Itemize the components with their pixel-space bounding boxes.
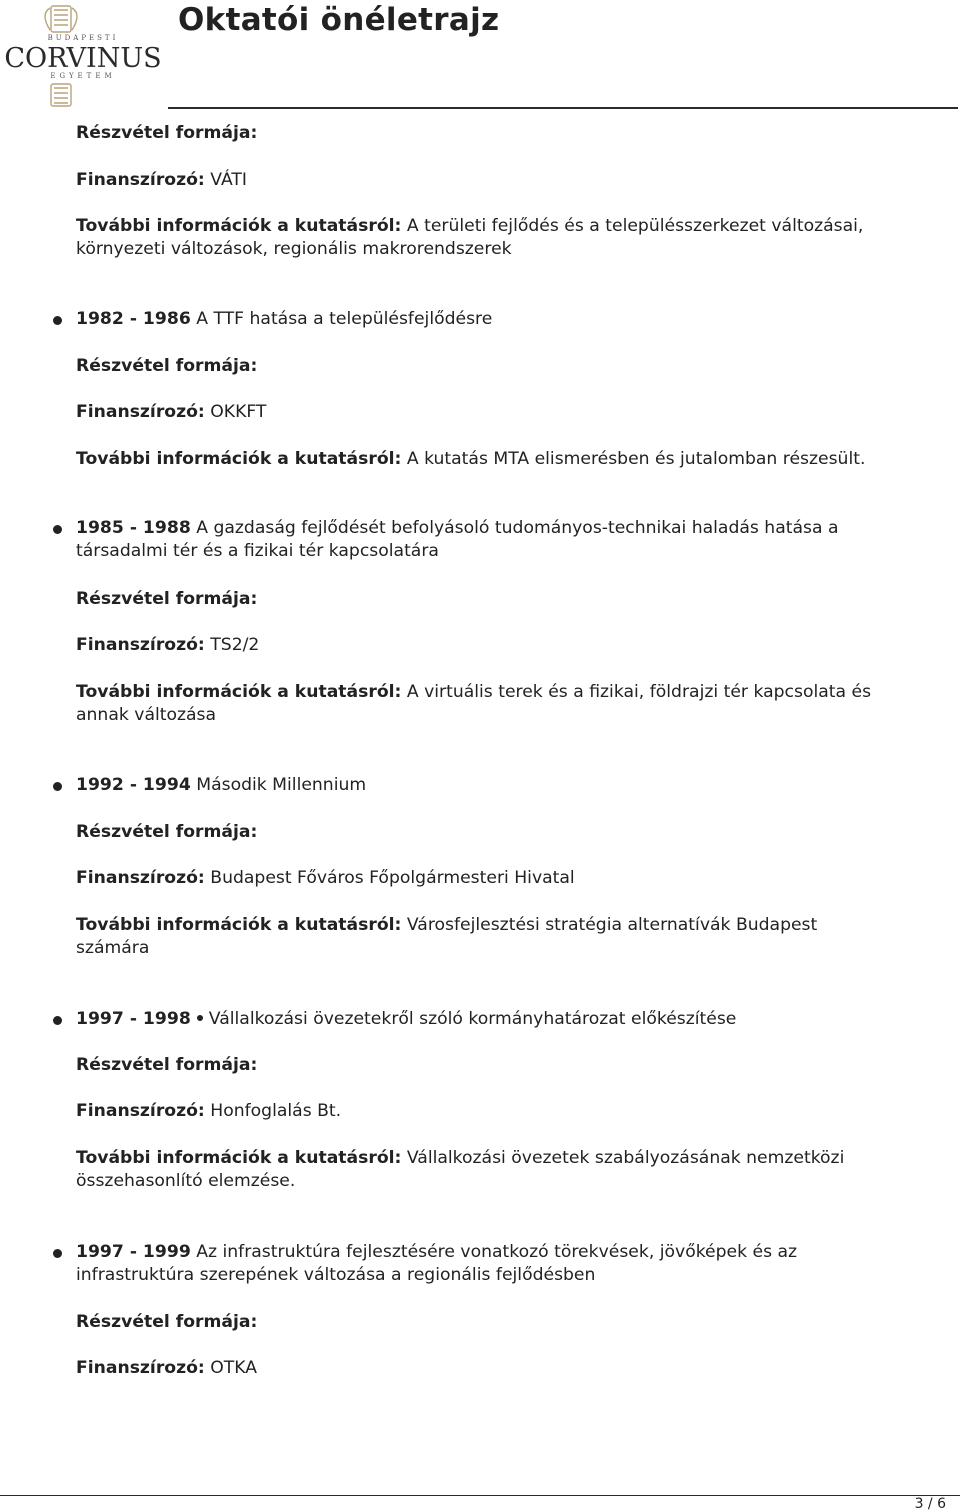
footer-divider — [0, 1495, 960, 1496]
more-info-line — [76, 448, 946, 471]
more-info-line — [76, 1147, 946, 1170]
funder-line — [76, 1100, 946, 1123]
participation-label: Részvétel formája: — [76, 822, 258, 842]
entry-heading — [76, 774, 946, 797]
page-header — [0, 0, 960, 110]
entry-title: A TTF hatása a településfejlődésre — [196, 309, 493, 329]
more-info-value: Városfejlesztési stratégia alternatívák Budapest — [406, 915, 818, 935]
participation-label: Részvétel formája: — [76, 1055, 258, 1075]
funder-value: Budapest Főváros Főpolgármesteri Hivatal — [210, 868, 575, 888]
corvinus-logo — [2, 4, 164, 108]
more-info-value-cont: számára — [76, 938, 150, 958]
more-info-line — [76, 215, 946, 238]
bullet-icon — [53, 1249, 62, 1258]
funder-line — [76, 169, 946, 192]
entry-years: 1997 - 1998 — [76, 1009, 191, 1029]
entry-years: 1992 - 1994 — [76, 775, 191, 795]
more-info-value: A kutatás MTA elismerésben és jutalomban részesült. — [406, 449, 866, 469]
more-info-label: További információk a kutatásról: — [76, 915, 402, 935]
funder-value: TS2/2 — [210, 635, 260, 655]
funder-value: OTKA — [210, 1358, 258, 1378]
entry-title: A gazdaság fejlődését befolyásoló tudományos-technikai haladás hatása a — [196, 518, 839, 538]
participation-label: Részvétel formája: — [76, 1312, 258, 1332]
logo-top-text: BUDAPESTI — [47, 34, 119, 42]
document-title: Oktatói önéletrajz — [178, 2, 500, 38]
funder-label: Finanszírozó: — [76, 1358, 205, 1378]
more-info-value: Vállalkozási övezetek szabályozásának nemzetközi — [406, 1148, 845, 1168]
funder-line — [76, 634, 946, 657]
more-info-label: További információk a kutatásról: — [76, 1148, 402, 1168]
inline-bullet-icon — [197, 1015, 203, 1021]
funder-label: Finanszírozó: — [76, 1101, 205, 1121]
funder-line — [76, 867, 946, 890]
participation-label: Részvétel formája: — [76, 123, 258, 143]
funder-label: Finanszírozó: — [76, 402, 205, 422]
more-info-line — [76, 914, 946, 937]
more-info-label: További információk a kutatásról: — [76, 682, 402, 702]
more-info-value: A virtuális terek és a fizikai, földrajzi tér kapcsolata és — [406, 682, 872, 702]
entry-heading — [76, 308, 946, 331]
entry-title-cont: társadalmi tér és a fizikai tér kapcsolatára — [76, 541, 439, 561]
more-info-value-cont: összehasonlító elemzése. — [76, 1171, 296, 1191]
funder-value: OKKFT — [210, 402, 267, 422]
funder-label: Finanszírozó: — [76, 170, 205, 190]
funder-value: Honfoglalás Bt. — [210, 1101, 342, 1121]
more-info-label: További információk a kutatásról: — [76, 449, 402, 469]
entry-heading — [76, 1008, 946, 1031]
funder-value: VÁTI — [210, 170, 247, 190]
entry-heading — [76, 517, 946, 540]
bullet-icon — [53, 1016, 62, 1025]
header-divider — [168, 107, 958, 109]
more-info-line — [76, 681, 946, 704]
participation-label: Részvétel formája: — [76, 356, 258, 376]
more-info-value-cont: környezeti változások, regionális makrorendszerek — [76, 239, 512, 259]
entry-title: Második Millennium — [196, 775, 367, 795]
entry-title: Vállalkozási övezetekről szóló kormányhatározat előkészítése — [208, 1009, 737, 1029]
more-info-value: A területi fejlődés és a településszerkezet változásai, — [406, 216, 864, 236]
entry-title: Az infrastruktúra fejlesztésére vonatkozó törekvések, jövőképek és az — [196, 1242, 798, 1262]
funder-label: Finanszírozó: — [76, 868, 205, 888]
participation-label: Részvétel formája: — [76, 589, 258, 609]
logo-bottom-text: EGYETEM — [50, 72, 116, 80]
entry-years: 1997 - 1999 — [76, 1242, 191, 1262]
bullet-icon — [53, 525, 62, 534]
logo-main-text: CORVINUS — [4, 43, 162, 74]
funder-line — [76, 401, 946, 424]
entry-years: 1985 - 1988 — [76, 518, 191, 538]
page-number: 3 / 6 — [914, 1496, 946, 1512]
more-info-value-cont: annak változása — [76, 705, 217, 725]
entry-heading — [76, 1241, 946, 1264]
bullet-icon — [53, 316, 62, 325]
bullet-icon — [53, 782, 62, 791]
more-info-label: További információk a kutatásról: — [76, 216, 402, 236]
entry-years: 1982 - 1986 — [76, 309, 191, 329]
funder-line — [76, 1357, 946, 1380]
funder-label: Finanszírozó: — [76, 635, 205, 655]
entry-title-cont: infrastruktúra szerepének változása a regionális fejlődésben — [76, 1265, 596, 1285]
